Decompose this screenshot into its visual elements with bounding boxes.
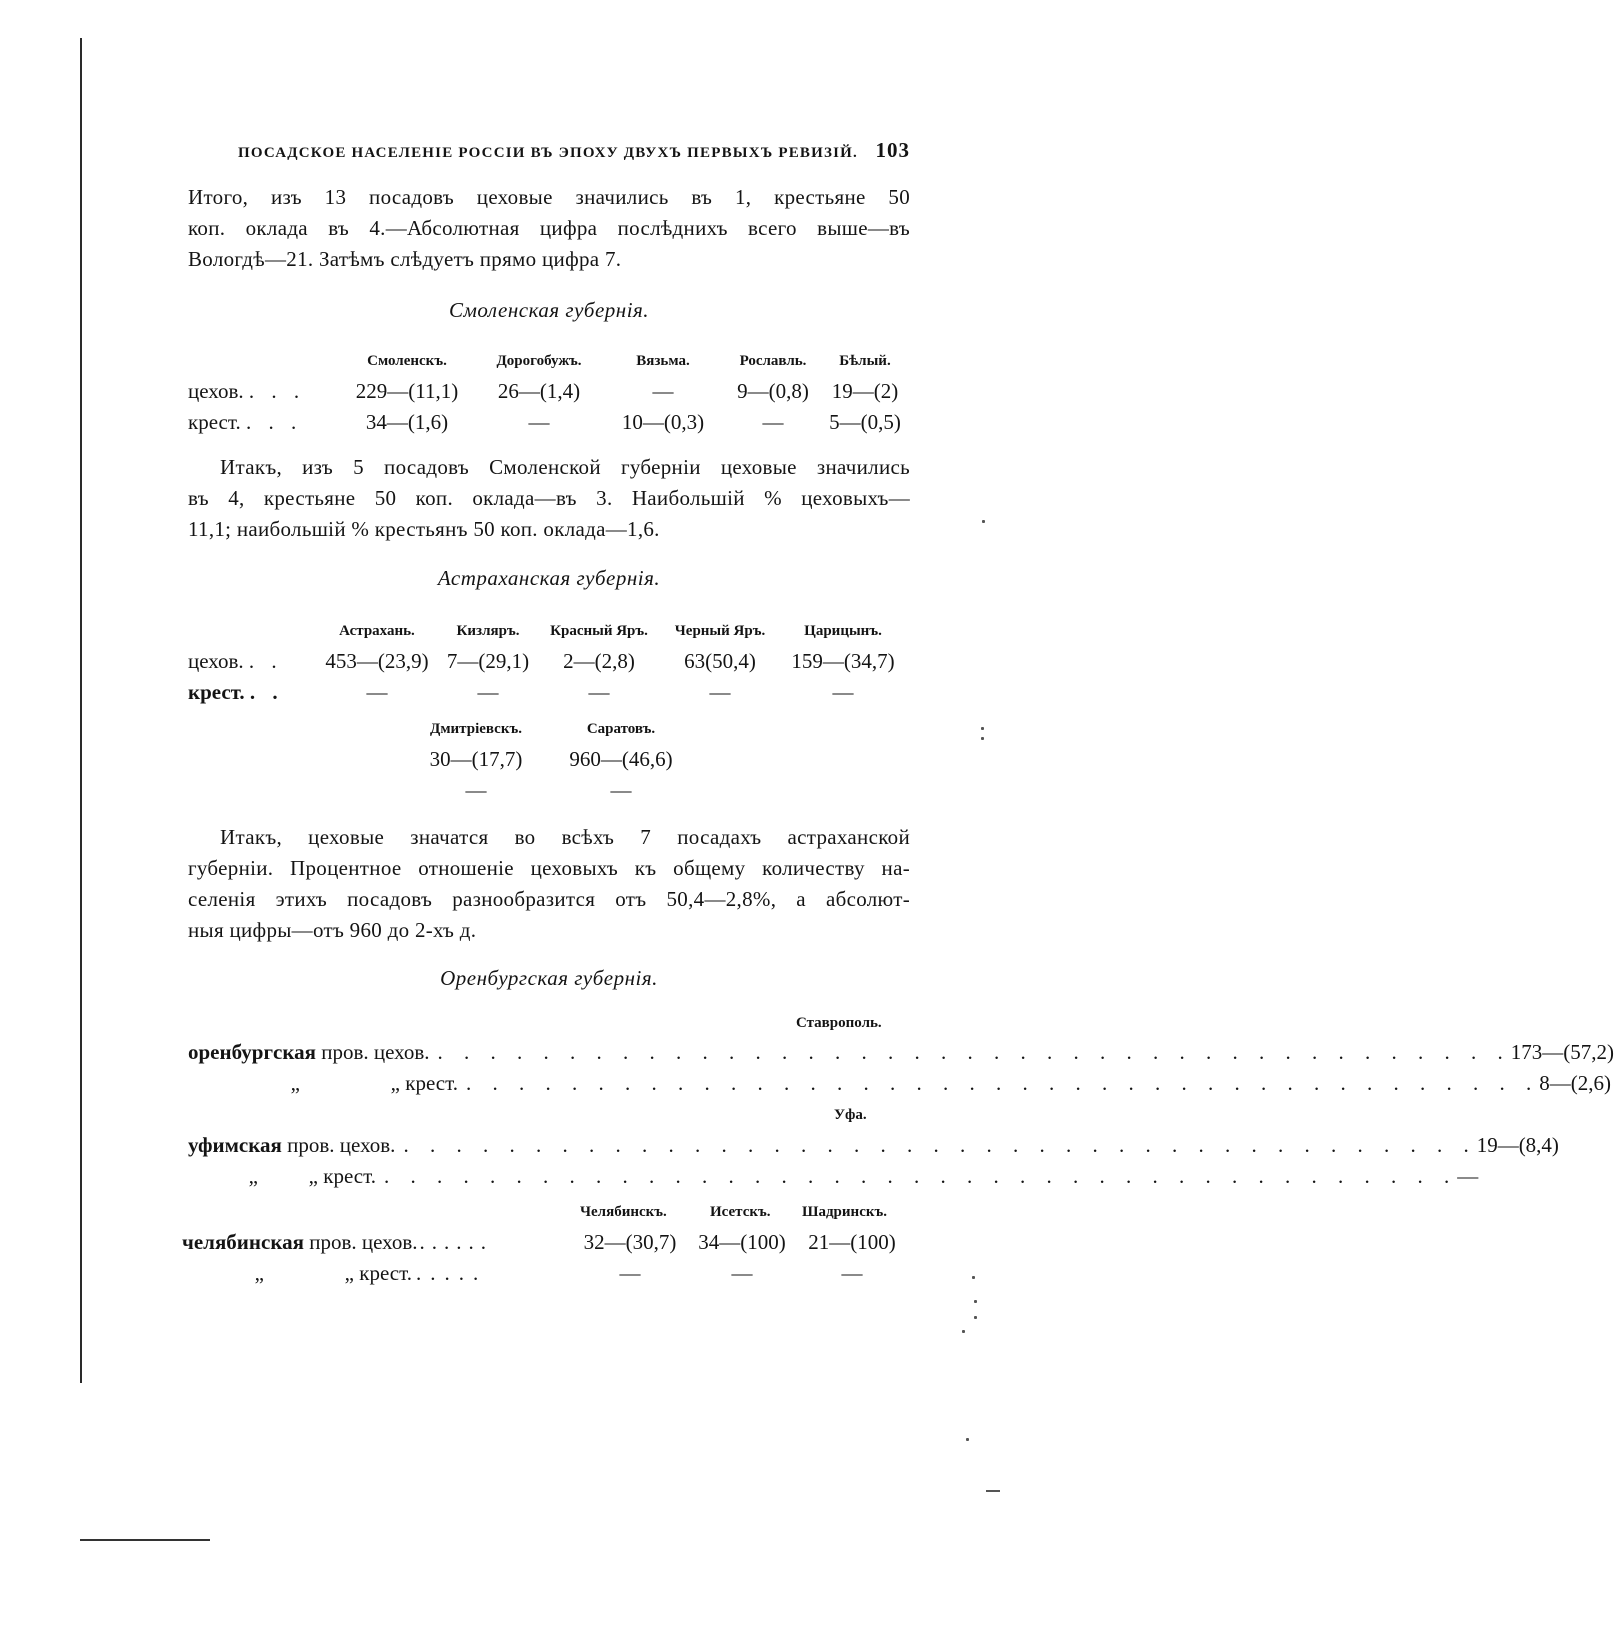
astrakhan-summary [188, 822, 910, 946]
running-head [238, 138, 910, 163]
page-number: 103 [875, 138, 910, 162]
table-cell: — [588, 680, 610, 704]
column-header: Вязьма. [636, 353, 690, 369]
paragraph-line: ныя цифры—отъ 960 до 2-хъ д. [188, 918, 477, 942]
section-heading-astrakhan: Астраханская губернія. [437, 566, 661, 590]
table-cell: — [762, 410, 784, 434]
table-cell: 9—(0,8) [737, 379, 809, 403]
row-leader: . . [248, 649, 283, 673]
section-heading-orenburg: Оренбургская губернія. [440, 966, 658, 990]
row-leader: . . . . . . . . . . . . . . . . . . . . . . . . . . . . . . . . . . . . . . . . . [383, 1164, 1458, 1188]
row-leader: . . . . . . . . . . . . . . . . . . . . . . . . . . . . . . . . . . . . . . . . . [465, 1071, 1540, 1095]
city-header-ufa: Уфа. [834, 1107, 867, 1123]
ditto-mark: „ [344, 1261, 354, 1285]
paragraph-line: Итакъ, изъ 5 посадовъ Смоленской губерніи цеховые значились [220, 455, 910, 479]
paragraph-line: въ 4, крестьяне 50 коп. оклада—въ 3. Наибольшій % цеховыхъ— [188, 486, 910, 510]
row-label: цехов. [373, 1040, 430, 1064]
row-leader: . . . [248, 379, 306, 403]
table-cell: — [610, 778, 632, 802]
chelyabinsk-tsekh-row [182, 1230, 493, 1255]
table-cell: 173—(57,2) [1510, 1040, 1614, 1064]
table-header-row [188, 340, 906, 376]
column-header: Астрахань. [339, 623, 415, 639]
ufa-krest-row [188, 1164, 1479, 1195]
scan-speck [972, 1276, 975, 1279]
intro-paragraph [188, 182, 910, 275]
prov-abbr: пров. [309, 1230, 357, 1254]
astrakhan-table-continued [408, 708, 698, 806]
table-cell: — [366, 680, 388, 704]
row-label: крест. [405, 1071, 458, 1095]
table-cell: 7—(29,1) [446, 649, 530, 673]
table-cell: — [1457, 1164, 1479, 1188]
section-heading-smolensk: Смоленская губернія. [448, 298, 650, 322]
table-row [408, 775, 698, 806]
row-label: крест. [188, 680, 245, 704]
table-cell: 229—(11,1) [355, 379, 459, 403]
row-label: цехов. [339, 1133, 396, 1157]
column-header: Смоленскъ. [367, 353, 447, 369]
table-cell: — [528, 410, 550, 434]
paragraph-line: коп. оклада въ 4.—Абсолютная цифра послѣднихъ всего выше—въ [188, 216, 910, 240]
table-cell: 19—(2) [831, 379, 899, 403]
row-label: цехов. [361, 1230, 418, 1254]
table-row [188, 376, 906, 407]
orenburg-tsekh-row [188, 1040, 1614, 1071]
table-cell: 34—(100) [698, 1230, 786, 1254]
table-cell: 2—(2,8) [563, 649, 635, 673]
row-leader: . . . . . . . . . . . . . . . . . . . . . . . . . . . . . . . . . . . . . . . . . [403, 1133, 1477, 1157]
city-header-isetsk: Исетскъ. [710, 1204, 771, 1220]
running-title: ПОСАДСКОЕ НАСЕЛЕНІЕ РОССІИ ВЪ ЭПОХУ ДВУХЪ ПЕРВЫХЪ РЕВИЗІЙ. [238, 145, 858, 161]
ufa-tsekh-row [188, 1133, 1559, 1164]
table-cell: — [841, 1261, 863, 1285]
table-cell: 159—(34,7) [791, 649, 895, 673]
row-leader: . . . [245, 410, 303, 434]
paragraph-line: Вологдѣ—21. Затѣмъ слѣдуетъ прямо цифра 7. [188, 247, 622, 271]
paragraph-line: селенія этихъ посадовъ разнообразится отъ 50,4—2,8%, а абсолют- [188, 887, 910, 911]
row-label: крест. [323, 1164, 376, 1188]
row-leader: ...... [419, 1230, 494, 1254]
table-cell: — [652, 379, 674, 403]
row-leader: . . . . . . . . . . . . . . . . . . . . . . . . . . . . . . . . . . . . . . . . . [437, 1040, 1511, 1064]
province-name: оренбургская [188, 1040, 316, 1064]
ditto-mark: „ [290, 1071, 300, 1095]
scan-bottom-rule [80, 1539, 210, 1541]
column-header: Царицынъ. [804, 623, 882, 639]
table-row [188, 677, 906, 708]
astrakhan-table [188, 610, 906, 708]
scan-speck [974, 1300, 977, 1303]
row-leader: . . [249, 680, 284, 704]
table-cell: — [477, 680, 499, 704]
table-cell: — [465, 778, 487, 802]
province-name: уфимская [188, 1133, 282, 1157]
table-row [188, 407, 906, 438]
paragraph-line: Итого, изъ 13 посадовъ цеховые значились въ 1, крестьяне 50 [188, 185, 910, 209]
table-cell: 10—(0,3) [621, 410, 705, 434]
table-header-row [408, 708, 698, 744]
table-cell: — [709, 680, 731, 704]
table-row [408, 744, 698, 775]
table-row [188, 646, 906, 677]
city-header-chelyabinsk: Челябинскъ. [580, 1204, 667, 1220]
scan-speck [981, 737, 984, 740]
table-cell: 19—(8,4) [1476, 1133, 1559, 1157]
orenburg-krest-row [188, 1071, 1611, 1102]
table-cell: — [832, 680, 854, 704]
table-header-row [188, 610, 906, 646]
province-name: челябинская [182, 1230, 304, 1254]
table-cell: 453—(23,9) [325, 649, 429, 673]
scan-speck [966, 1438, 969, 1441]
column-header: Черный Яръ. [674, 623, 766, 639]
scan-speck [974, 1316, 977, 1319]
column-header: Бѣлый. [839, 353, 891, 369]
column-header: Дмитріевскъ. [430, 721, 522, 737]
column-header: Дорогобужъ. [496, 353, 582, 369]
table-cell: 26—(1,4) [497, 379, 581, 403]
paragraph-line: 11,1; наибольшій % крестьянъ 50 коп. оклада—1,6. [188, 517, 660, 541]
table-cell: — [731, 1261, 753, 1285]
scan-margin-rule [80, 38, 82, 1383]
paragraph-line: Итакъ, цеховые значатся во всѣхъ 7 посадахъ астраханской [220, 825, 910, 849]
row-leader: ..... [415, 1261, 488, 1285]
smolensk-summary [188, 452, 910, 545]
city-header-stavropol: Ставрополь. [796, 1015, 882, 1031]
scan-speck [981, 727, 984, 730]
ditto-mark: „ [254, 1261, 264, 1285]
table-cell: 63(50,4) [684, 649, 756, 673]
table-cell: 30—(17,7) [429, 747, 523, 771]
ditto-mark: „ [390, 1071, 400, 1095]
ditto-mark: „ [248, 1164, 258, 1188]
column-header: Красный Яръ. [550, 623, 648, 639]
table-cell: 34—(1,6) [365, 410, 449, 434]
table-cell: 960—(46,6) [569, 747, 673, 771]
scan-speck [986, 1490, 1000, 1492]
column-header: Саратовъ. [586, 721, 656, 737]
table-cell: 32—(30,7) [583, 1230, 677, 1254]
prov-abbr: пров. [321, 1040, 369, 1064]
table-cell: 5—(0,5) [829, 410, 901, 434]
table-cell: 8—(2,6) [1539, 1071, 1611, 1095]
chelyabinsk-krest-row [182, 1261, 487, 1286]
smolensk-table [188, 340, 906, 438]
column-header: Кизляръ. [456, 623, 520, 639]
paragraph-line: губерніи. Процентное отношеніе цеховыхъ къ общему количеству на- [188, 856, 910, 880]
row-label: цехов. [188, 649, 244, 673]
table-cell: 21—(100) [808, 1230, 896, 1254]
row-label: цехов. [188, 379, 244, 403]
table-cell: — [619, 1261, 641, 1285]
scan-speck [982, 520, 985, 523]
city-header-shadrinsk: Шадринскъ. [802, 1204, 887, 1220]
row-label: крест. [359, 1261, 412, 1285]
prov-abbr: пров. [287, 1133, 335, 1157]
ditto-mark: „ [308, 1164, 318, 1188]
row-label: крест. [188, 410, 241, 434]
column-header: Рославль. [739, 353, 807, 369]
scan-speck [962, 1330, 965, 1333]
